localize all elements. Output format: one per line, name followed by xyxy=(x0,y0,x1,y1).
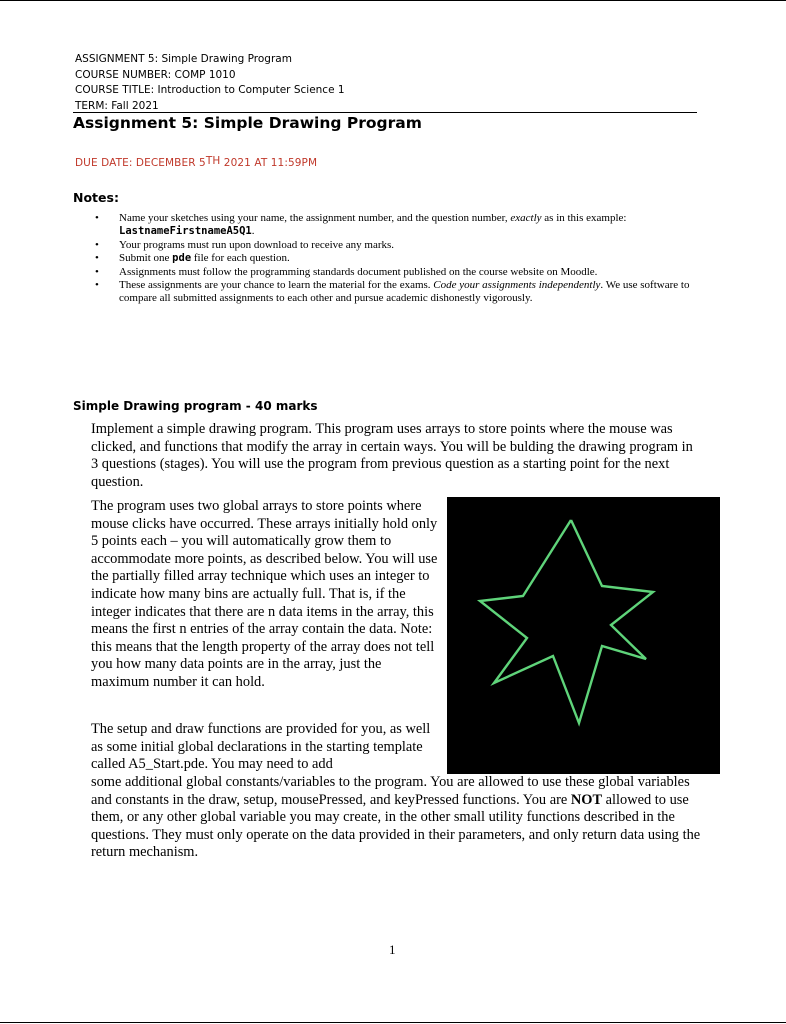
notes-heading: Notes: xyxy=(73,190,119,205)
page-title: Assignment 5: Simple Drawing Program xyxy=(73,114,422,132)
due-date xyxy=(75,156,317,169)
header-course-title-line: COURSE TITLE: Introduction to Computer Science 1 xyxy=(75,84,345,96)
setup-paragraph: The setup and draw functions are provided for you, as well as some initial global declarations in the starting template called A5_Start.pde. You may need to add xyxy=(91,721,431,773)
drawing-output-figure xyxy=(447,497,720,774)
page-bottom-border xyxy=(0,1022,786,1023)
globals-text: some additional global constants/variables to the program. You are allowed to use these global variables and constants in the draw, setup, mousePressed, and keyPressed functions. You are xyxy=(91,774,690,808)
note-item-download xyxy=(95,239,700,252)
globals-text: allowed to use them, or any other global variable you may create, in the other small utility functions described in the questions. They must only operate on the data provided in their parameters, and only return data using the return mechanism. xyxy=(91,791,701,861)
note-item-naming xyxy=(95,212,700,239)
note-text: file for each question. xyxy=(191,252,290,265)
note-text: Assignments must follow the programming standards document published on the course website on Moodle. xyxy=(119,265,598,278)
due-date-suffix: TH xyxy=(205,155,221,167)
star-drawing xyxy=(447,497,720,774)
star-outline xyxy=(480,520,653,723)
header-term-line: TERM: Fall 2021 xyxy=(75,99,159,112)
section-heading: Simple Drawing program - 40 marks xyxy=(73,399,318,413)
note-emphasis: exactly xyxy=(510,212,542,224)
globals-paragraph xyxy=(91,774,701,862)
note-text: Your programs must run upon download to receive any marks. xyxy=(119,238,395,251)
assignment-header xyxy=(75,52,345,114)
note-text: Name your sketches using your name, the assignment number, and the question number, xyxy=(119,212,511,224)
due-date-rest: 2021 AT 11:59PM xyxy=(220,157,318,169)
due-date-label: DUE DATE: DECEMBER 5 xyxy=(75,157,206,169)
notes-list xyxy=(95,212,700,306)
globals-emphasis: NOT xyxy=(570,791,603,808)
header-divider xyxy=(73,112,697,113)
note-code: pde xyxy=(172,252,192,265)
page-number: 1 xyxy=(389,942,396,957)
intro-paragraph: Implement a simple drawing program. This program uses arrays to store points where the mouse was clicked, and functions that modify the array in certain ways. You will be bulding the drawing program in 3 questions (stages). You will use the program from previous question as a starting point for the next question. xyxy=(91,421,693,490)
note-item-independence xyxy=(95,279,700,306)
note-text: . xyxy=(251,225,255,238)
note-text: Submit one xyxy=(119,252,173,265)
note-item-submit xyxy=(95,252,700,265)
note-text: These assignments are your chance to learn the material for the exams. xyxy=(119,279,434,292)
note-item-standards xyxy=(95,266,700,279)
note-text: . We use software to compare all submitted assignments to each other and pursue academic dishonestly vigorously. xyxy=(119,279,690,305)
note-emphasis: Code your assignments independently xyxy=(433,279,601,292)
arrays-paragraph: The program uses two global arrays to store points where mouse clicks have occurred. These arrays initially hold only 5 points each – you will automatically grow them to accommodate more points, as described below. You will use the partially filled array technique which uses an integer to indicate how many bins are actually full. That is, if the integer indicates that there are n data items in the array, this means the first n entries of the array contain the data. Note: this means that the length property of the array does not tell you how many data points are in the array, just the maximum number it can hold. xyxy=(91,498,438,690)
note-code: LastnameFirstnameA5Q1 xyxy=(119,225,252,238)
header-assignment-line: ASSIGNMENT 5: Simple Drawing Program xyxy=(75,53,292,65)
note-text: as in this example: xyxy=(541,212,627,224)
header-course-number-line: COURSE NUMBER: COMP 1010 xyxy=(75,68,236,81)
